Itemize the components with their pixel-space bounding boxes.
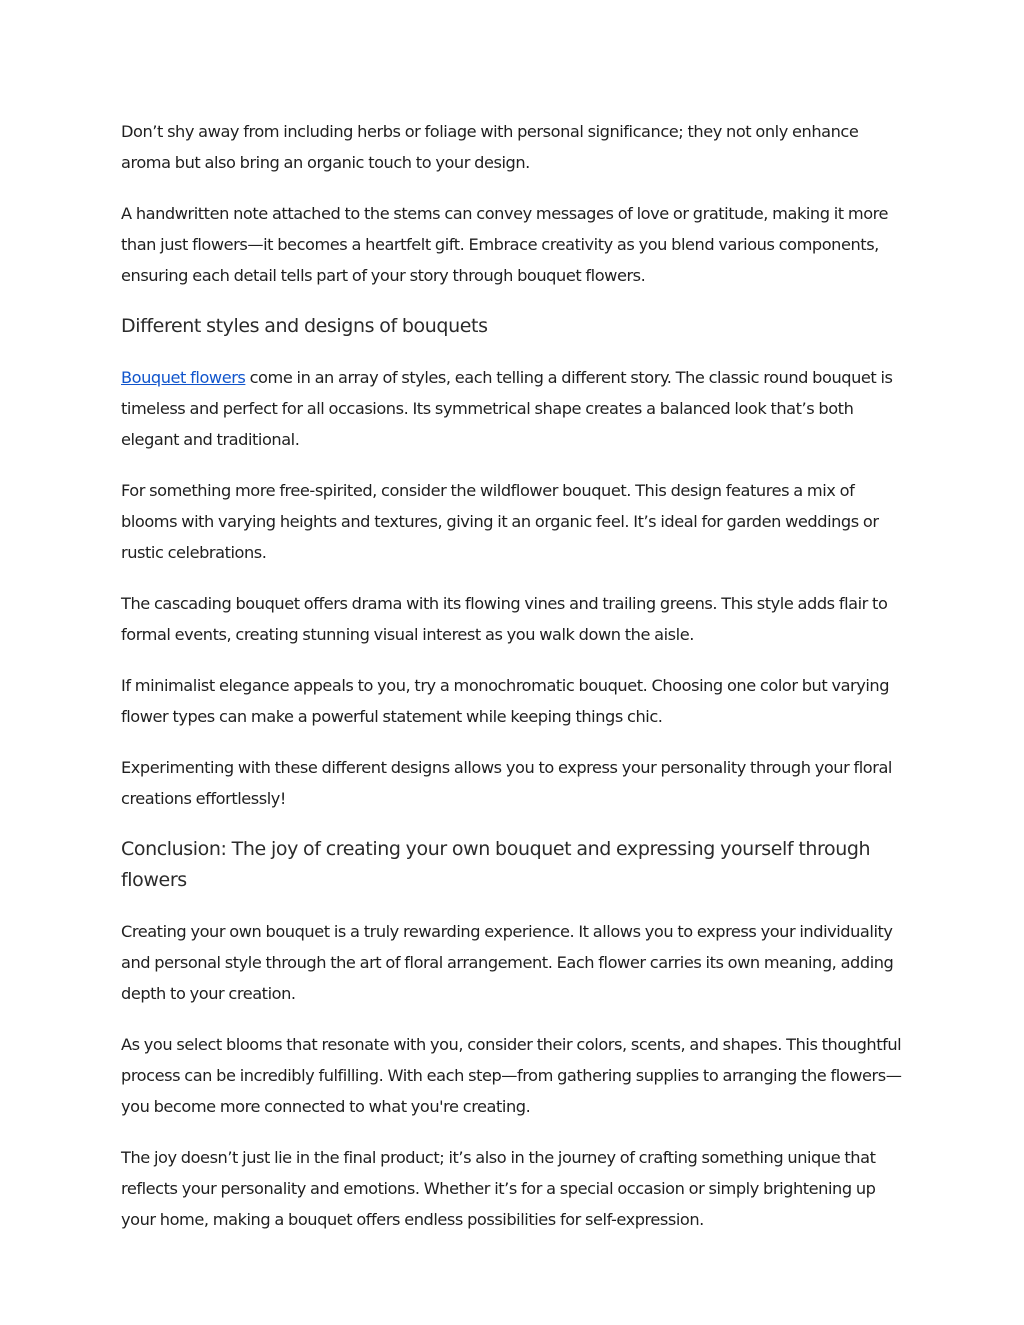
heading-styles-designs: Different styles and designs of bouquets [121,315,488,337]
paragraph-wildflower: For something more free-spirited, consider the wildflower bouquet. This design features a mix of blooms with varying heights and textures, giving it an organic feel. It’s ideal for garden weddings or rustic celebrations. [121,481,879,562]
paragraph-classic-round-text: come in an array of styles, each telling a different story. The classic round bouquet is timeless and perfect for all occasions. Its symmetrical shape creates a balanced look that’s both elegant and traditional. [121,368,893,449]
paragraph-herbs-foliage: Don’t shy away from including herbs or foliage with personal significance; they not only enhance aroma but also bring an organic touch to your design. [121,122,859,172]
bouquet-flowers-link[interactable]: Bouquet flowers [121,368,246,387]
paragraph-rewarding: Creating your own bouquet is a truly rewarding experience. It allows you to express your individuality and personal style through the art of floral arrangement. Each flower carries its own meaning, adding depth to your creation. [121,922,894,1003]
paragraph-cascading: The cascading bouquet offers drama with its flowing vines and trailing greens. This style adds flair to formal events, creating stunning visual interest as you walk down the aisle. [121,594,888,644]
heading-conclusion: Conclusion: The joy of creating your own bouquet and expressing yourself through flowers [121,838,871,891]
paragraph-classic-round [121,362,907,455]
paragraph-joy: The joy doesn’t just lie in the final product; it’s also in the journey of crafting something unique that reflects your personality and emotions. Whether it’s for a special occasion or simply brightening up your home, making a bouquet offers endless possibilities for self-expression. [121,1148,876,1229]
paragraph-experimenting: Experimenting with these different designs allows you to express your personality through your floral creations effortlessly! [121,758,892,808]
paragraph-handwritten-note: A handwritten note attached to the stems can convey messages of love or gratitude, making it more than just flowers—it becomes a heartfelt gift. Embrace creativity as you blend various components, ensuring each detail tells part of your story through bouquet flowers. [121,204,889,285]
document-page [121,116,907,1255]
paragraph-select-blooms: As you select blooms that resonate with you, consider their colors, scents, and shapes. This thoughtful process can be incredibly fulfilling. With each step—from gathering supplies to arranging the flowers—you become more connected to what you're creating. [121,1035,902,1116]
paragraph-monochromatic: If minimalist elegance appeals to you, try a monochromatic bouquet. Choosing one color but varying flower types can make a powerful statement while keeping things chic. [121,676,890,726]
